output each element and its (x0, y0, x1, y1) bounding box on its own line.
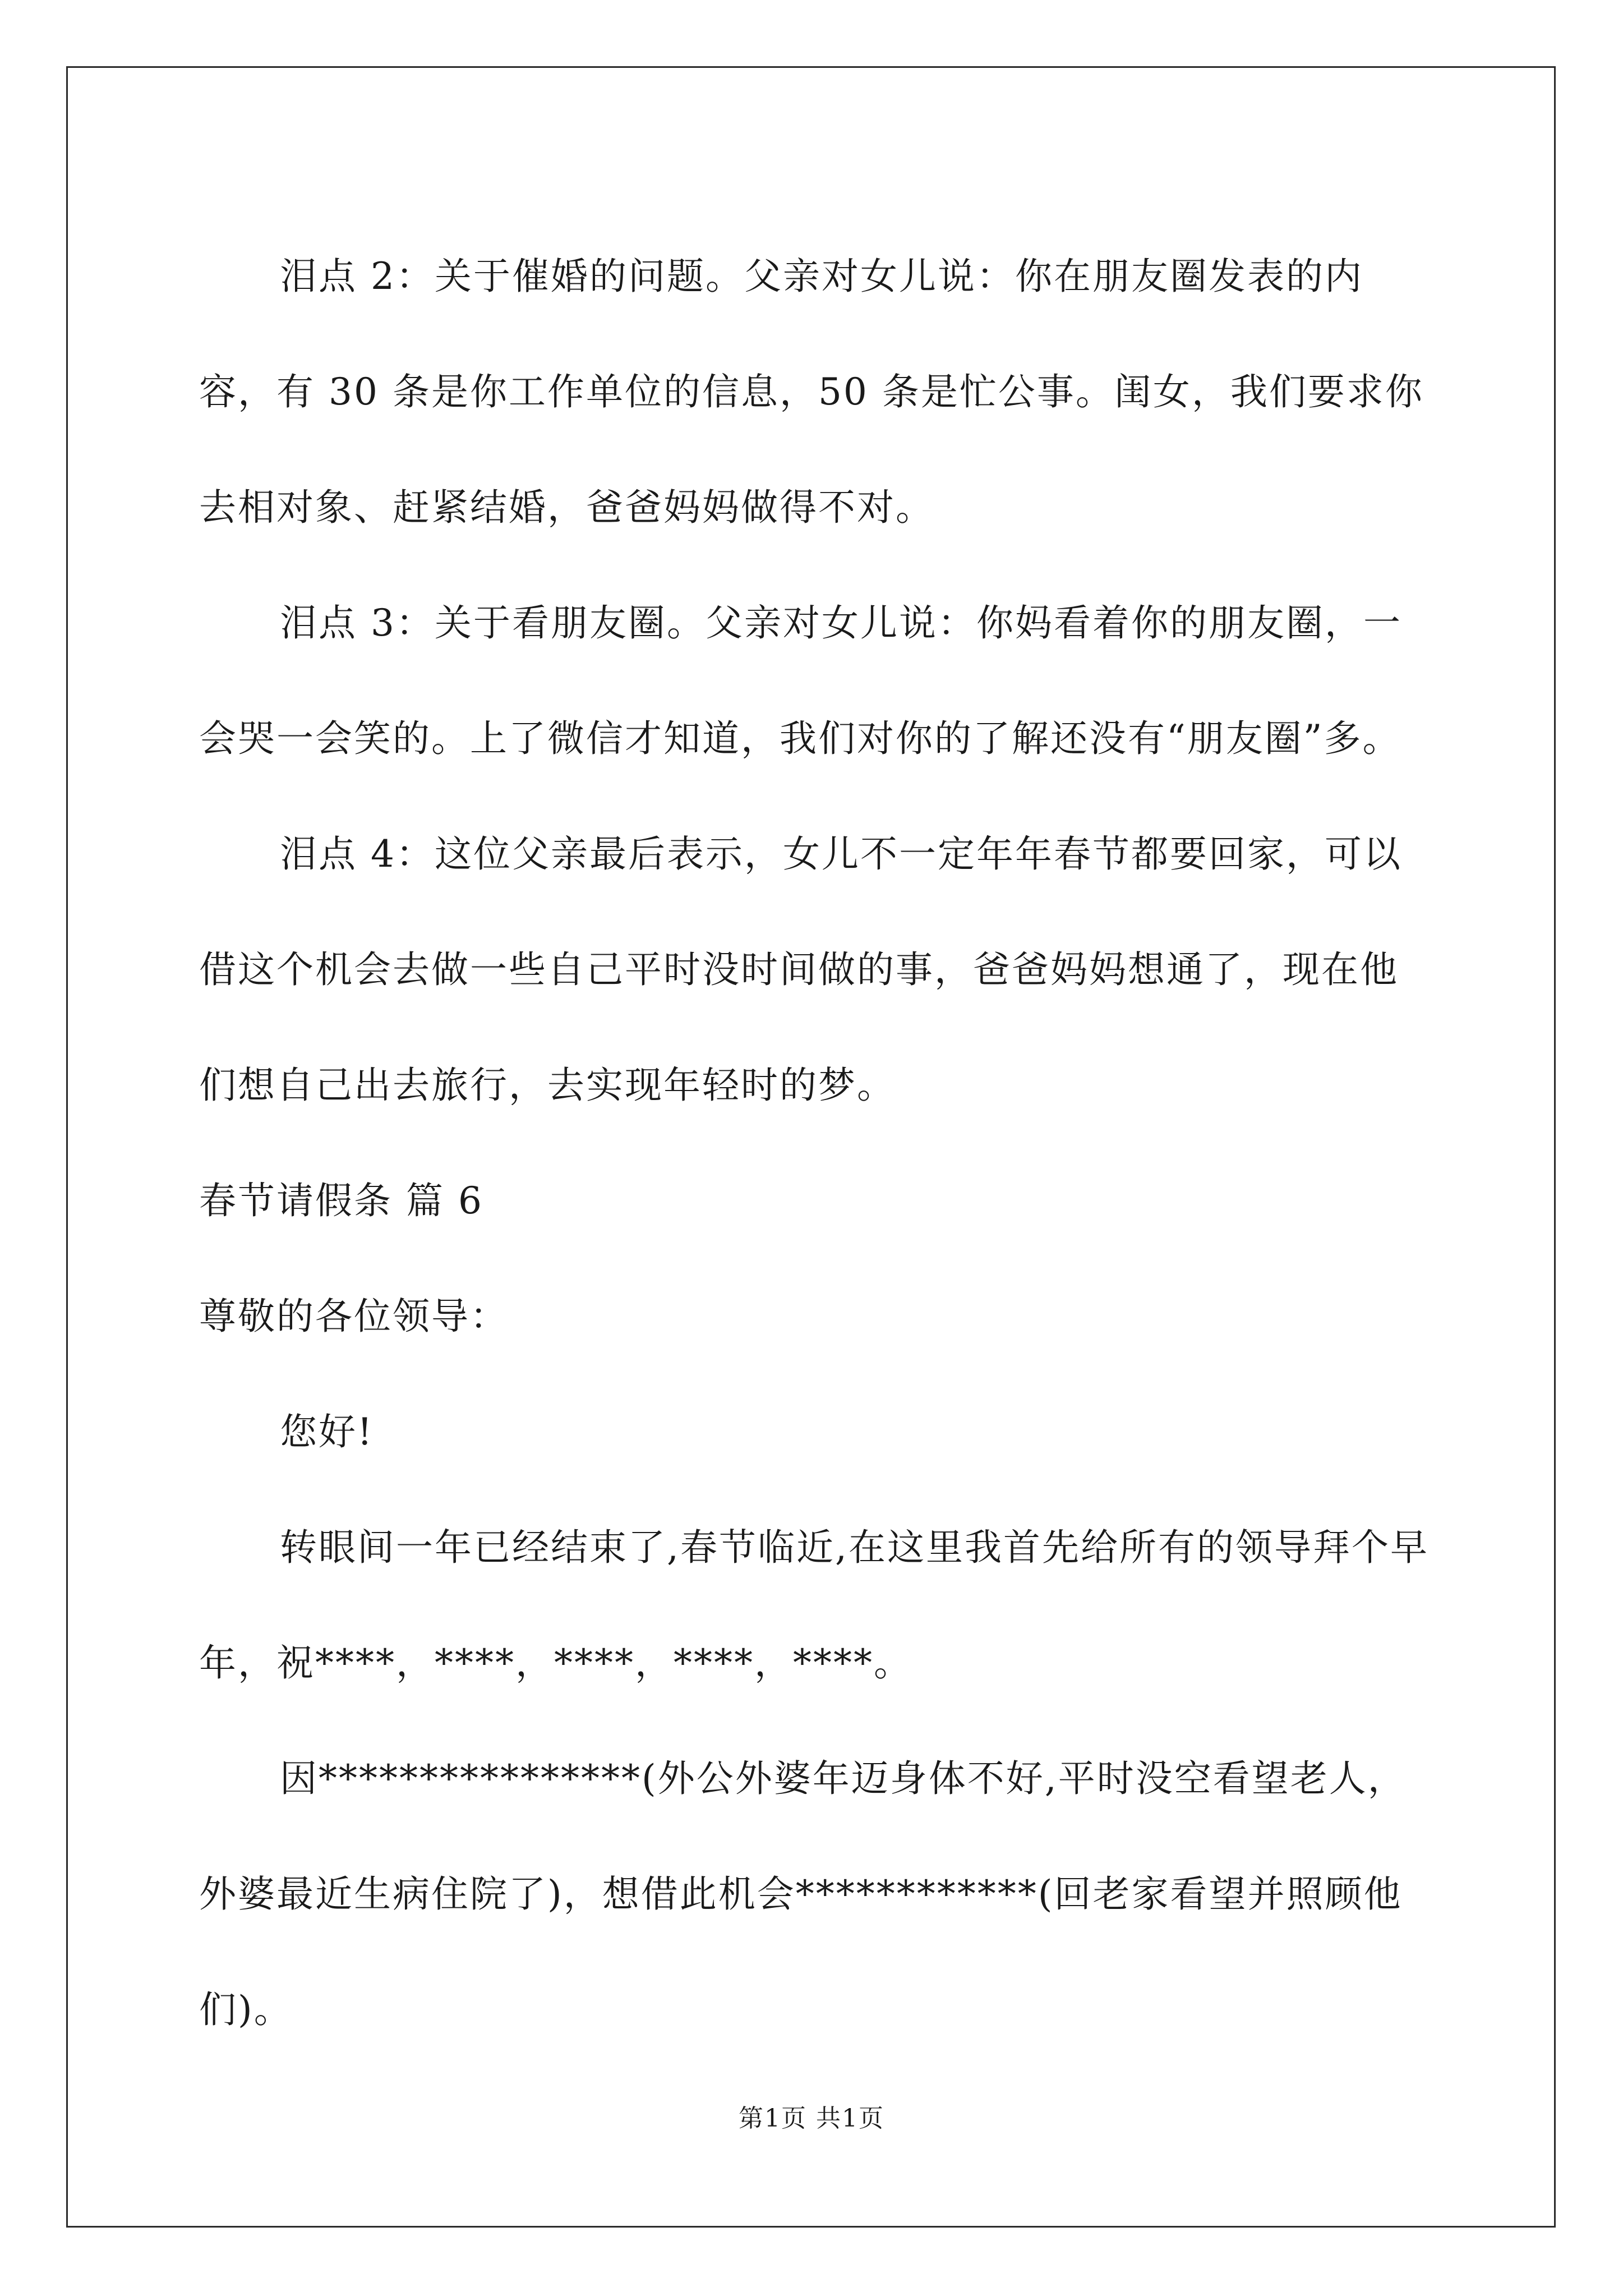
section-title: 春节请假条 篇 6 (199, 1179, 483, 1222)
paragraph-tear-point-3: 泪点 3：关于看朋友圈。父亲对女儿说：你妈看着你的朋友圈，一会哭一会笑的。上了微信才知道，我们对你的了解还没有“朋友圈”多。 (199, 601, 1402, 760)
paragraph-tear-point-4: 泪点 4：这位父亲最后表示，女儿不一定年年春节都要回家，可以借这个机会去做一些自己平时没时间做的事，爸爸妈妈想通了，现在他们想自己出去旅行，去实现年轻时的梦。 (199, 832, 1402, 1107)
page-footer: 第1页 共1页 (739, 2104, 884, 2133)
body-paragraph-new-year: 转眼间一年已经结束了,春节临近,在这里我首先给所有的领导拜个早年，祝****，****，****，****，****。 (199, 1526, 1429, 1685)
document-body (199, 219, 1433, 2068)
salutation: 尊敬的各位领导： (199, 1295, 509, 1338)
greeting: 您好! (280, 1410, 374, 1453)
body-paragraph-reason: 因****************(外公外婆年迈身体不好,平时没空看望老人，外婆最近生病住院了)，想借此机会************(回老家看望并照顾他们)。 (199, 1757, 1407, 2031)
paragraph-tear-point-2: 泪点 2：关于催婚的问题。父亲对女儿说：你在朋友圈发表的内容，有 30 条是你工作单位的信息，50 条是忙公事。闺女，我们要求你去相对象、赶紧结婚，爸爸妈妈做得不对。 (199, 255, 1424, 529)
